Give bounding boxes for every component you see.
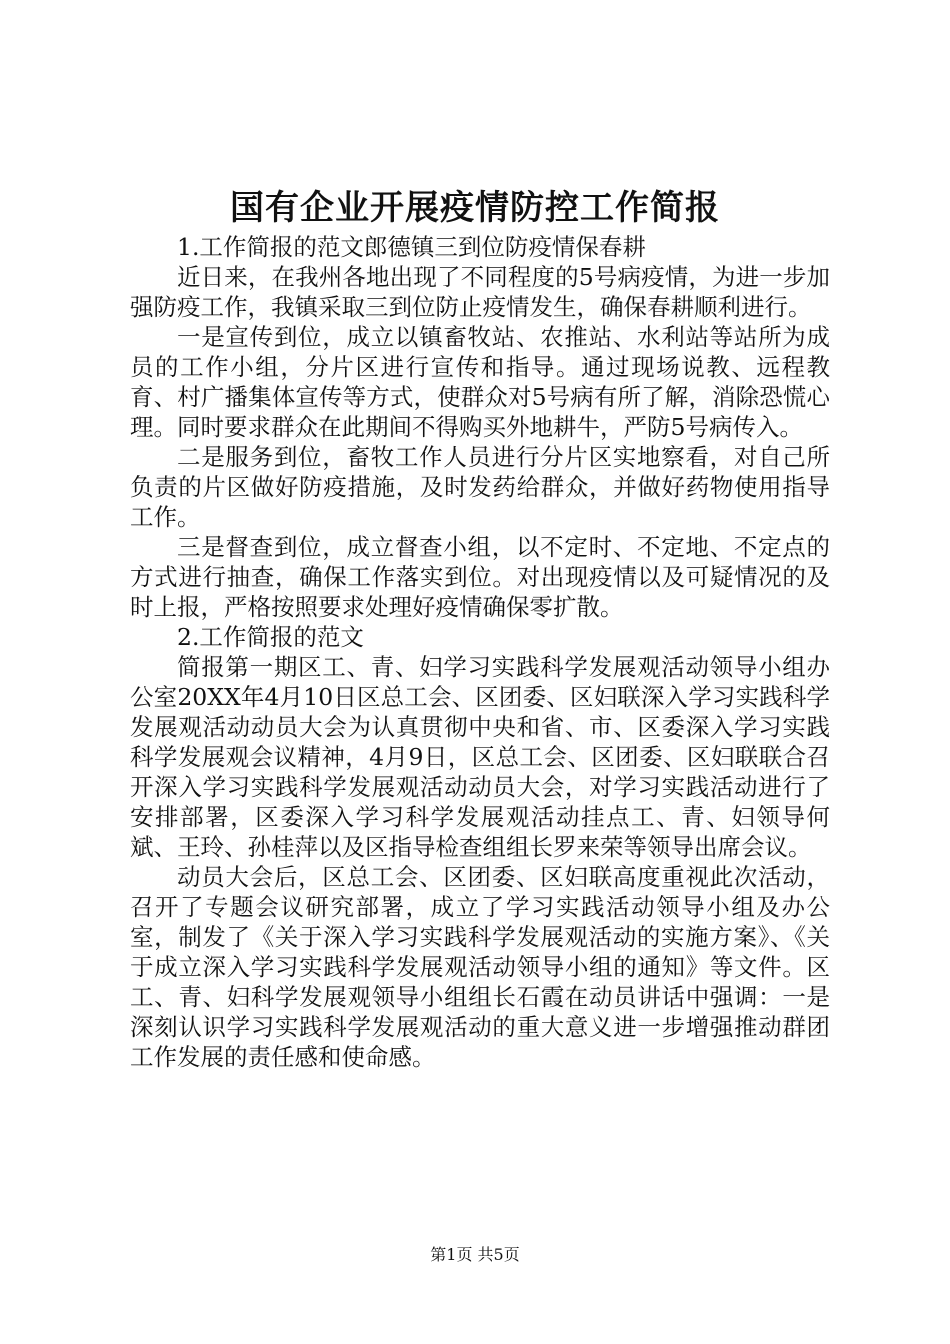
paragraph-service: 二是服务到位，畜牧工作人员进行分片区实地察看，对自己所负责的片区做好防疫措施，及时发药给群众，并做好药物使用指导工作。 [130,443,830,531]
paragraph-after-meeting: 动员大会后，区总工会、区团委、区妇联高度重视此次活动，召开了专题会议研究部署，成立了学习实践活动领导小组及办公室，制发了《关于深入学习实践科学发展观活动的实施方案》、《关于成立深入学习实践科学发展观活动领导小组的通知》等文件。区工、青、妇科学发展观领导小组组长石霞在动员讲话中强调：一是深刻认识学习实践科学发展观活动的重大意义进一步增强推动群团工作发展的责任感和使命感。 [130,863,830,1071]
section-heading-1: 1.工作简报的范文郎德镇三到位防疫情保春耕 [177,233,646,261]
page-number: 第1页 共5页 [430,1245,520,1264]
paragraph-briefing: 简报第一期区工、青、妇学习实践科学发展观活动领导小组办公室20XX年4月10日区总工会、区团委、区妇联深入学习实践科学发展观活动动员大会为认真贯彻中央和省、市、区委深入学习实践科学发展观会议精神，4月9日，区总工会、区团委、区妇联联合召开深入学习实践科学发展观活动动员大会，对学习实践活动进行了安排部署，区委深入学习科学发展观活动挂点工、青、妇领导何斌、王玲、孙桂萍以及区指导检查组组长罗来荣等领导出席会议。 [130,653,830,861]
paragraph-publicity: 一是宣传到位，成立以镇畜牧站、农推站、水利站等站所为成员的工作小组，分片区进行宣传和指导。通过现场说教、远程教育、村广播集体宣传等方式，使群众对5号病有所了解，消除恐慌心理。同时要求群众在此期间不得购买外地耕牛，严防5号病传入。 [130,323,830,441]
paragraph-supervision: 三是督查到位，成立督查小组，以不定时、不定地、不定点的方式进行抽查，确保工作落实到位。对出现疫情以及可疑情况的及时上报，严格按照要求处理好疫情确保零扩散。 [130,533,830,621]
document-body [130,232,830,1072]
document-title: 国有企业开展疫情防控工作简报 [230,188,720,228]
paragraph-intro: 近日来，在我州各地出现了不同程度的5号病疫情，为进一步加强防疫工作，我镇采取三到位防止疫情发生，确保春耕顺利进行。 [130,263,830,321]
section-heading-2: 2.工作简报的范文 [177,623,364,651]
